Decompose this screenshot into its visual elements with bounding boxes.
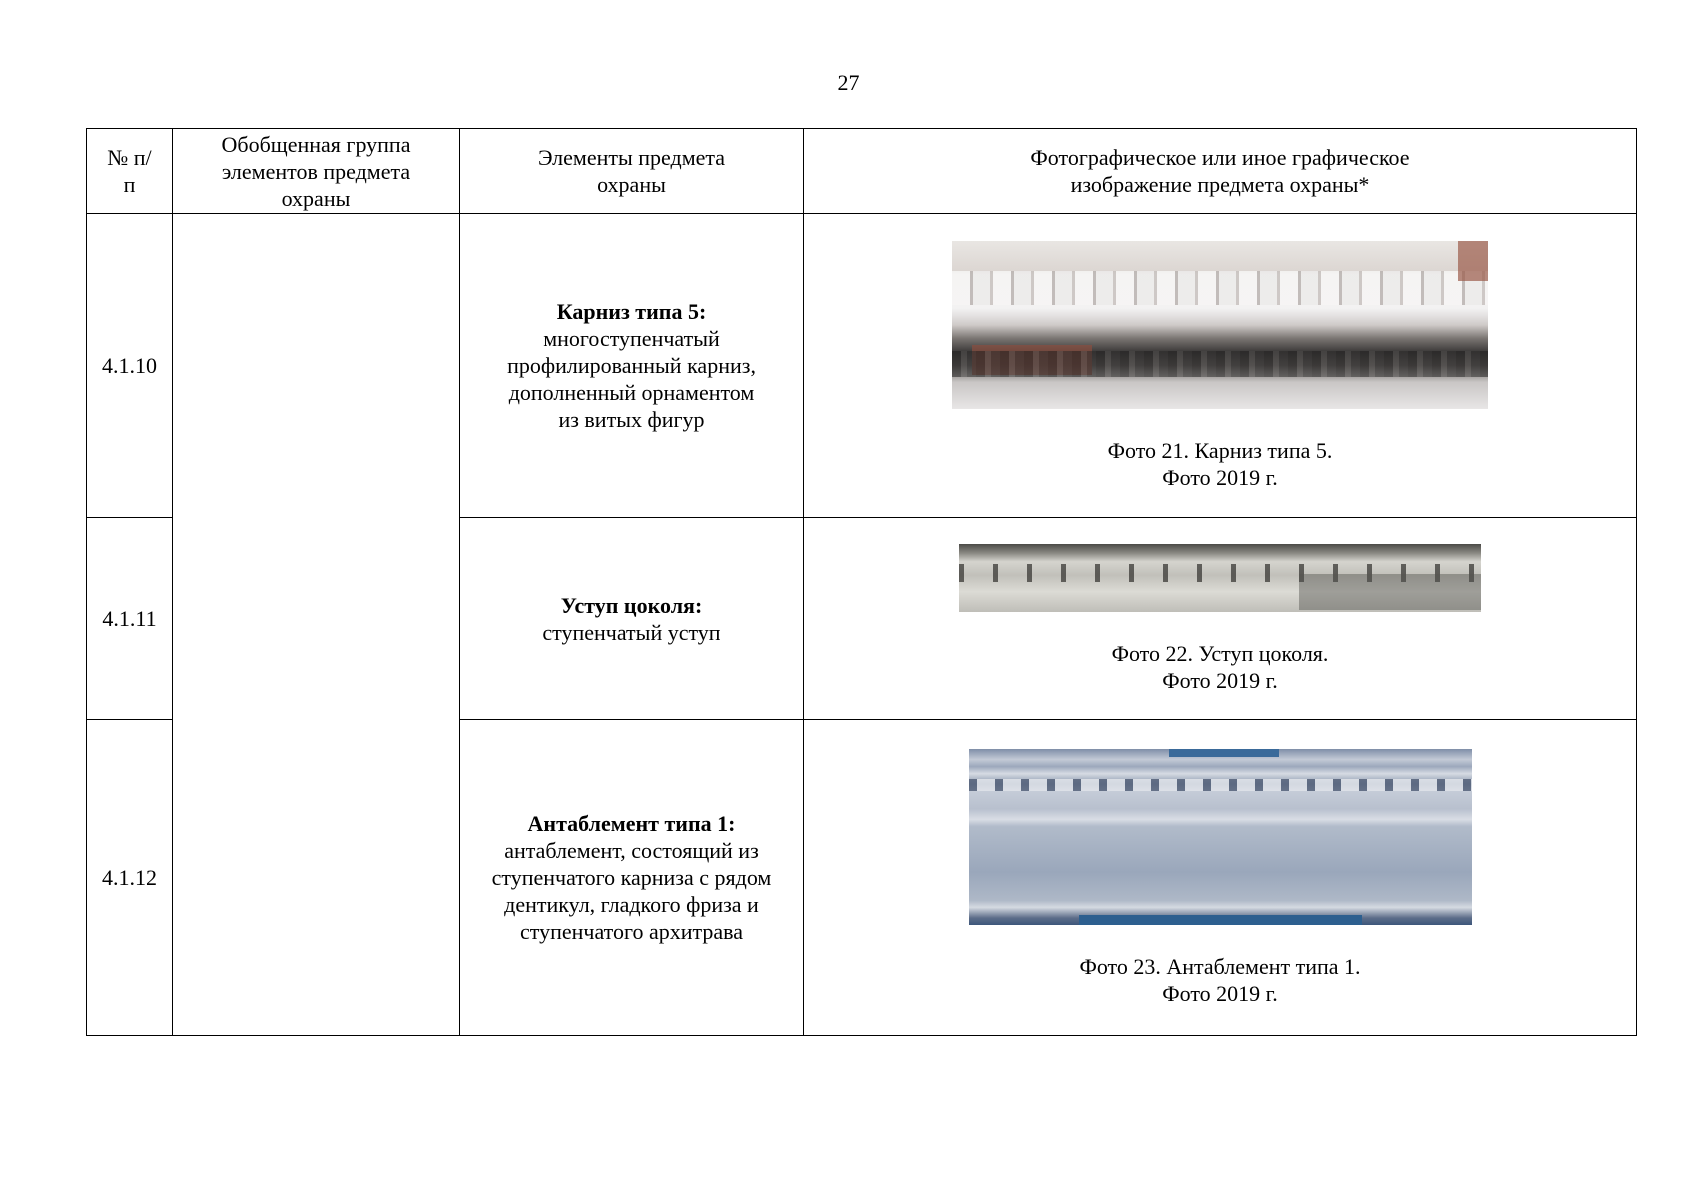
- table-header-row: [87, 129, 1637, 214]
- caption-line-2: Фото 2019 г.: [1162, 464, 1278, 490]
- page-number: 27: [837, 70, 860, 95]
- caption-line-2: Фото 2019 г.: [1162, 980, 1278, 1006]
- photo-caption: [804, 640, 1636, 694]
- header-photo: [804, 129, 1637, 214]
- header-num-label: № п/п: [107, 145, 152, 197]
- row-number: 4.1.11: [87, 518, 173, 720]
- header-elements: [460, 129, 804, 214]
- photo-cell: [804, 720, 1637, 1036]
- element-cell: [460, 720, 804, 1036]
- caption-line-1: Фото 22. Уступ цоколя.: [1111, 640, 1329, 666]
- row-number: 4.1.12: [87, 720, 173, 1036]
- element-title: Уступ цоколя:: [560, 592, 703, 618]
- element-description: антаблемент, состоящий из ступенчатого карниза с рядом дентикул, гладкого фриза и ступенчатого архитрава: [491, 838, 772, 944]
- protection-elements-table: [86, 128, 1637, 1036]
- cornice-photo: [952, 241, 1488, 409]
- header-group: [173, 129, 460, 214]
- table-row: [87, 214, 1637, 518]
- header-group-label: Обобщенная группа элементов предмета охраны: [221, 131, 411, 211]
- element-description: многоступенчатый профилированный карниз, дополненный орнаментом из витых фигур: [507, 326, 756, 432]
- entablature-photo: [969, 749, 1472, 925]
- header-num: [87, 129, 173, 214]
- photo-caption: [804, 437, 1636, 491]
- element-title: Антаблемент типа 1:: [527, 811, 736, 836]
- caption-line-2: Фото 2019 г.: [1162, 667, 1278, 693]
- element-cell: [460, 518, 804, 720]
- photo-cell: [804, 214, 1637, 518]
- photo-caption: [804, 953, 1636, 1007]
- row-number: 4.1.10: [87, 214, 173, 518]
- element-description: ступенчатый уступ: [542, 619, 721, 645]
- plinth-ledge-photo: [959, 544, 1481, 612]
- caption-line-1: Фото 21. Карниз типа 5.: [1107, 437, 1333, 463]
- header-photo-label: Фотографическое или иное графическое изображение предмета охраны*: [1030, 145, 1410, 197]
- caption-line-1: Фото 23. Антаблемент типа 1.: [1079, 953, 1361, 979]
- element-title: Карниз типа 5:: [556, 299, 707, 324]
- group-cell: [173, 214, 460, 1036]
- photo-cell: [804, 518, 1637, 720]
- element-cell: [460, 214, 804, 518]
- header-elements-label: Элементы предмета охраны: [537, 145, 726, 197]
